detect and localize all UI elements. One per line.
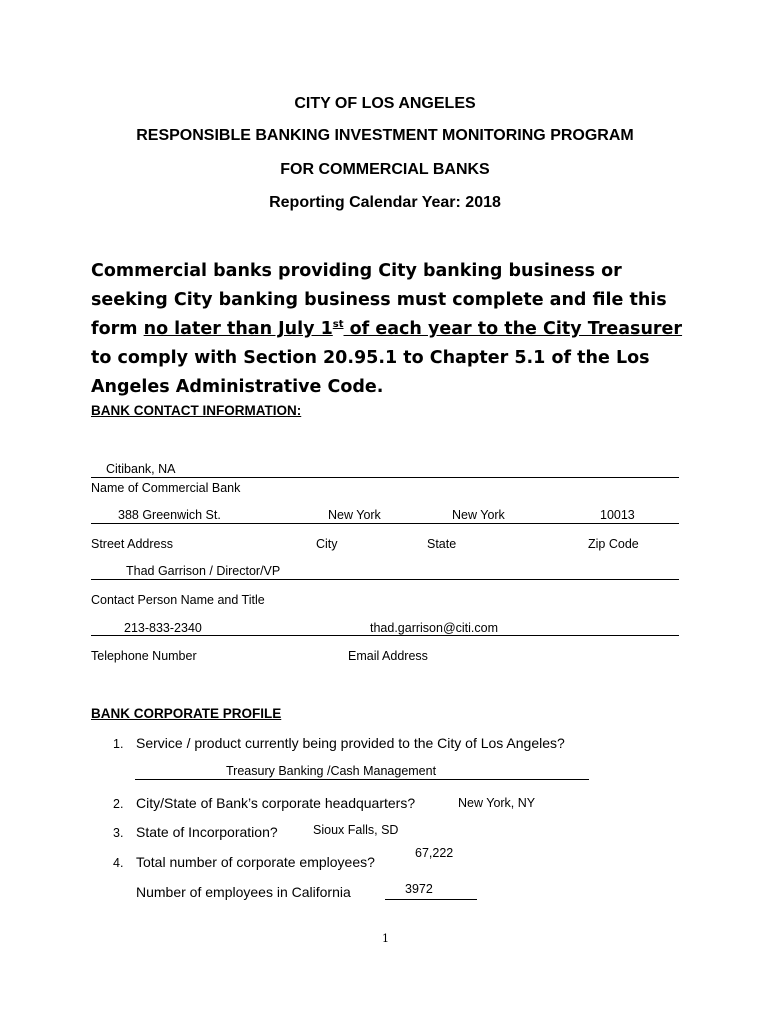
header-title-city: CITY OF LOS ANGELES: [294, 95, 476, 112]
bank-name-line: [91, 477, 679, 478]
header-title-program: RESPONSIBLE BANKING INVESTMENT MONITORING PROGRAM: [136, 127, 634, 144]
email-value: thad.garrison@citi.com: [370, 621, 499, 635]
intro-ordinal-suffix: st: [332, 319, 344, 331]
intro-deadline: no later than July 1: [143, 319, 333, 339]
answer-2-value: New York, NY: [458, 796, 536, 810]
question-california-employees-text: Number of employees in California: [136, 884, 351, 900]
city-value: New York: [328, 508, 381, 522]
state-value: New York: [452, 508, 505, 522]
answer-1-value: Treasury Banking /Cash Management: [226, 764, 437, 778]
question-4-number: 4.: [113, 856, 124, 870]
answer-1-line: [135, 779, 589, 780]
answer-4-value: 67,222: [415, 846, 454, 860]
intro-text-2: to comply with Section 20.95.1 to Chapter 5.1 of the Los Angeles Administrative Code.: [91, 348, 650, 397]
phone-value: 213-833-2340: [124, 621, 202, 635]
question-4-text: Total number of corporate employees?: [136, 854, 375, 870]
question-1-text: Service / product currently being provided to the City of Los Angeles?: [136, 735, 565, 751]
question-2-number: 2.: [113, 797, 124, 811]
contact-person-label: Contact Person Name and Title: [91, 593, 265, 607]
header-reporting-year: Reporting Calendar Year: 2018: [269, 194, 501, 211]
question-3-number: 3.: [113, 826, 124, 840]
intro-text-1: Commercial banks providing City banking business or seeking City banking business must complete and file this form: [91, 261, 667, 339]
phone-label: Telephone Number: [91, 649, 197, 663]
question-2-text: City/State of Bank’s corporate headquarters?: [136, 795, 416, 811]
bank-name-value: Citibank, NA: [106, 462, 176, 476]
answer-california-employees-line: [385, 899, 477, 900]
header-title-commercial-banks: FOR COMMERCIAL BANKS: [280, 161, 490, 178]
phone-email-line: [91, 635, 679, 636]
city-label: City: [316, 537, 338, 551]
intro-recipient: of each year to the City Treasurer: [343, 319, 683, 339]
address-line: [91, 523, 679, 524]
bank-contact-heading: BANK CONTACT INFORMATION:: [91, 403, 302, 418]
bank-name-label: Name of Commercial Bank: [91, 481, 241, 495]
question-3-text: State of Incorporation?: [136, 824, 278, 840]
street-value: 388 Greenwich St.: [118, 508, 221, 522]
question-1-number: 1.: [113, 737, 124, 751]
state-label: State: [427, 537, 457, 551]
corporate-profile-heading: BANK CORPORATE PROFILE: [91, 706, 282, 721]
zip-value: 10013: [600, 508, 635, 522]
contact-person-line: [91, 579, 679, 580]
answer-3-value: Sioux Falls, SD: [313, 823, 399, 837]
street-label: Street Address: [91, 537, 173, 551]
contact-person-value: Thad Garrison / Director/VP: [126, 564, 281, 578]
page-number: 1: [382, 932, 389, 945]
intro-paragraph: [91, 257, 691, 402]
zip-label: Zip Code: [588, 537, 639, 551]
email-label: Email Address: [348, 649, 428, 663]
answer-california-employees-value: 3972: [405, 882, 433, 896]
